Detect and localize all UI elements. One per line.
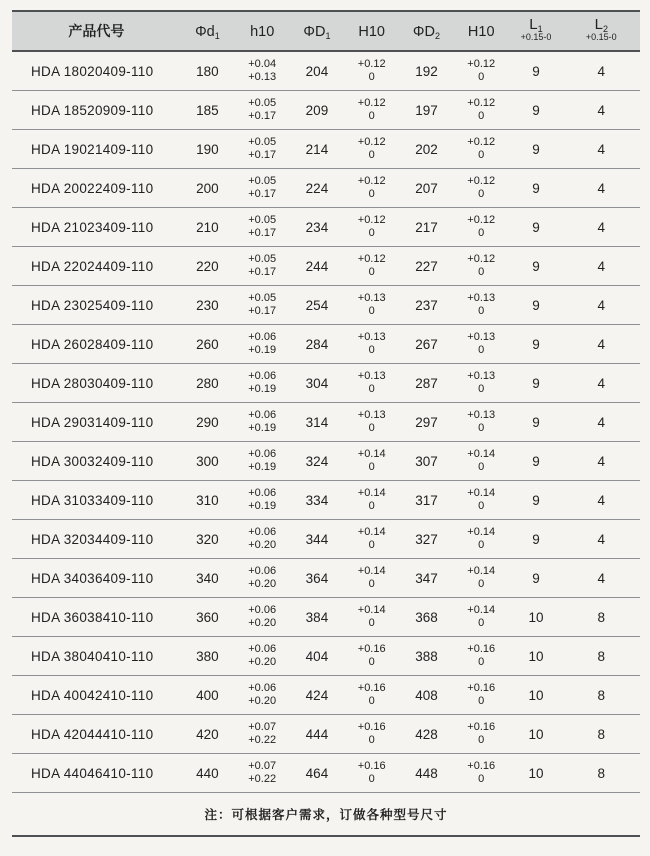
cell-L2: 4 [563,91,640,130]
cell-product-code: HDA 36038410-110 [12,598,181,637]
cell-D2: 237 [400,286,453,325]
cell-d1: 280 [181,364,234,403]
cell-H10-first-tolerance: +0.13 0 [344,364,400,403]
cell-L1: 10 [509,637,562,676]
table-row [12,325,640,364]
cell-D2: 307 [400,442,453,481]
cell-D1: 424 [290,676,343,715]
L2-header: $L_2$ +0.15-0 [585,16,617,42]
cell-H10-first-tolerance: +0.12 0 [344,51,400,91]
cell-L1: 9 [509,286,562,325]
cell-product-code: HDA 40042410-110 [12,676,181,715]
cell-L2: 4 [563,325,640,364]
cell-product-code: HDA 34036409-110 [12,559,181,598]
cell-H10-second-tolerance: +0.14 0 [453,520,509,559]
cell-D2: 192 [400,51,453,91]
table-row [12,559,640,598]
cell-L2: 4 [563,51,640,91]
cell-D1: 284 [290,325,343,364]
cell-D2: 388 [400,637,453,676]
cell-H10-first-tolerance: +0.13 0 [344,325,400,364]
cell-L1: 9 [509,364,562,403]
cell-h10-tolerance: +0.06 +0.19 [234,364,290,403]
cell-d1: 420 [181,715,234,754]
cell-h10-tolerance: +0.05 +0.17 [234,130,290,169]
cell-L1: 9 [509,247,562,286]
cell-D1: 404 [290,637,343,676]
cell-H10-first-tolerance: +0.16 0 [344,715,400,754]
table-row [12,364,640,403]
cell-L2: 8 [563,598,640,637]
cell-h10-tolerance: +0.06 +0.19 [234,442,290,481]
cell-d1: 400 [181,676,234,715]
cell-H10-first-tolerance: +0.13 0 [344,403,400,442]
column-header-L1 [509,11,562,51]
cell-d1: 210 [181,208,234,247]
cell-d1: 380 [181,637,234,676]
cell-D1: 384 [290,598,343,637]
cell-d1: 190 [181,130,234,169]
cell-L2: 4 [563,286,640,325]
cell-d1: 230 [181,286,234,325]
table-row [12,754,640,793]
cell-product-code: HDA 42044410-110 [12,715,181,754]
cell-product-code: HDA 29031409-110 [12,403,181,442]
cell-D1: 444 [290,715,343,754]
table-row [12,130,640,169]
cell-h10-tolerance: +0.05 +0.17 [234,169,290,208]
cell-D1: 224 [290,169,343,208]
table-row [12,442,640,481]
header-row [12,11,640,51]
cell-L2: 4 [563,208,640,247]
cell-H10-second-tolerance: +0.12 0 [453,51,509,91]
cell-H10-second-tolerance: +0.14 0 [453,598,509,637]
cell-L1: 9 [509,520,562,559]
cell-product-code: HDA 31033409-110 [12,481,181,520]
cell-product-code: HDA 30032409-110 [12,442,181,481]
cell-h10-tolerance: +0.06 +0.20 [234,559,290,598]
cell-H10-first-tolerance: +0.12 0 [344,247,400,286]
d1-symbol: $\Phi d_1$ [195,23,220,41]
cell-h10-tolerance: +0.06 +0.19 [234,325,290,364]
cell-h10-tolerance: +0.05 +0.17 [234,208,290,247]
cell-L2: 4 [563,520,640,559]
cell-H10-first-tolerance: +0.12 0 [344,208,400,247]
cell-L2: 4 [563,559,640,598]
cell-h10-tolerance: +0.07 +0.22 [234,715,290,754]
cell-D1: 244 [290,247,343,286]
cell-L2: 4 [563,442,640,481]
cell-L2: 4 [563,403,640,442]
cell-H10-first-tolerance: +0.12 0 [344,130,400,169]
cell-L2: 4 [563,481,640,520]
cell-L2: 4 [563,247,640,286]
cell-D2: 317 [400,481,453,520]
cell-H10-second-tolerance: +0.16 0 [453,715,509,754]
cell-L1: 9 [509,442,562,481]
cell-D1: 314 [290,403,343,442]
H10-first-label: H10 [358,23,385,40]
table-row [12,247,640,286]
cell-product-code: HDA 18520909-110 [12,91,181,130]
cell-D2: 297 [400,403,453,442]
cell-D2: 227 [400,247,453,286]
cell-D1: 364 [290,559,343,598]
spec-table [12,10,640,837]
cell-d1: 260 [181,325,234,364]
cell-L1: 9 [509,559,562,598]
cell-product-code: HDA 23025409-110 [12,286,181,325]
cell-D1: 254 [290,286,343,325]
cell-d1: 185 [181,91,234,130]
table-body [12,51,640,793]
cell-H10-second-tolerance: +0.12 0 [453,169,509,208]
cell-h10-tolerance: +0.06 +0.19 [234,481,290,520]
D1-symbol: $\Phi D_1$ [303,23,331,41]
cell-H10-first-tolerance: +0.12 0 [344,169,400,208]
cell-H10-first-tolerance: +0.16 0 [344,637,400,676]
cell-L1: 10 [509,598,562,637]
cell-D2: 202 [400,130,453,169]
table-row [12,51,640,91]
cell-L1: 9 [509,169,562,208]
table-row [12,208,640,247]
cell-D1: 464 [290,754,343,793]
cell-product-code: HDA 22024409-110 [12,247,181,286]
column-header-h10 [234,11,290,51]
cell-d1: 360 [181,598,234,637]
cell-D2: 327 [400,520,453,559]
column-header-D2 [400,11,453,51]
cell-H10-second-tolerance: +0.12 0 [453,247,509,286]
column-header-H10-second [453,11,509,51]
cell-H10-first-tolerance: +0.16 0 [344,676,400,715]
cell-L2: 4 [563,364,640,403]
note-row [12,793,640,837]
cell-product-code: HDA 21023409-110 [12,208,181,247]
table-row [12,91,640,130]
cell-H10-second-tolerance: +0.13 0 [453,325,509,364]
H10-second-label: H10 [467,23,495,40]
cell-H10-second-tolerance: +0.13 0 [453,286,509,325]
cell-H10-first-tolerance: +0.16 0 [344,754,400,793]
table-row [12,715,640,754]
cell-d1: 180 [181,51,234,91]
cell-D2: 197 [400,91,453,130]
cell-D1: 324 [290,442,343,481]
table-row [12,520,640,559]
cell-L1: 9 [509,130,562,169]
cell-h10-tolerance: +0.05 +0.17 [234,286,290,325]
cell-L1: 9 [509,325,562,364]
table-row [12,481,640,520]
cell-H10-second-tolerance: +0.13 0 [453,403,509,442]
cell-L1: 9 [509,51,562,91]
cell-d1: 200 [181,169,234,208]
cell-product-code: HDA 44046410-110 [12,754,181,793]
cell-L1: 9 [509,403,562,442]
cell-D2: 217 [400,208,453,247]
cell-product-code: HDA 19021409-110 [12,130,181,169]
h10-label: h10 [250,23,275,40]
table-row [12,637,640,676]
cell-L2: 8 [563,715,640,754]
cell-h10-tolerance: +0.04 +0.13 [234,51,290,91]
cell-H10-second-tolerance: +0.12 0 [453,208,509,247]
cell-d1: 220 [181,247,234,286]
cell-product-code: HDA 20022409-110 [12,169,181,208]
cell-h10-tolerance: +0.06 +0.20 [234,598,290,637]
cell-L1: 10 [509,754,562,793]
cell-H10-second-tolerance: +0.12 0 [453,130,509,169]
column-header-L2 [563,11,640,51]
footer-note: 注：可根据客户需求，订做各种型号尺寸 [12,793,640,837]
cell-product-code: HDA 32034409-110 [12,520,181,559]
cell-D2: 428 [400,715,453,754]
D2-symbol: $\Phi D_2$ [412,23,440,41]
L2-tolerance: +0.15-0 [585,32,617,42]
cell-H10-second-tolerance: +0.14 0 [453,442,509,481]
cell-h10-tolerance: +0.07 +0.22 [234,754,290,793]
cell-D2: 287 [400,364,453,403]
cell-D1: 304 [290,364,343,403]
cell-D2: 408 [400,676,453,715]
table-row [12,676,640,715]
cell-h10-tolerance: +0.06 +0.20 [234,520,290,559]
cell-D2: 368 [400,598,453,637]
cell-H10-first-tolerance: +0.14 0 [344,559,400,598]
cell-D1: 209 [290,91,343,130]
cell-h10-tolerance: +0.06 +0.20 [234,637,290,676]
cell-H10-second-tolerance: +0.14 0 [453,481,509,520]
cell-H10-second-tolerance: +0.16 0 [453,754,509,793]
cell-L2: 8 [563,676,640,715]
cell-H10-second-tolerance: +0.16 0 [453,676,509,715]
cell-product-code: HDA 18020409-110 [12,51,181,91]
cell-D1: 334 [290,481,343,520]
column-header-product-code [12,11,181,51]
cell-d1: 340 [181,559,234,598]
cell-d1: 300 [181,442,234,481]
cell-L2: 8 [563,754,640,793]
table-row [12,286,640,325]
cell-h10-tolerance: +0.06 +0.20 [234,676,290,715]
cell-H10-first-tolerance: +0.14 0 [344,442,400,481]
cell-H10-first-tolerance: +0.13 0 [344,286,400,325]
cell-D1: 214 [290,130,343,169]
cell-L2: 8 [563,637,640,676]
column-header-d1 [181,11,234,51]
product-code-header-label: 产品代号 [68,23,125,39]
table-row [12,598,640,637]
cell-L1: 10 [509,676,562,715]
cell-D2: 448 [400,754,453,793]
cell-D2: 207 [400,169,453,208]
cell-D1: 204 [290,51,343,91]
cell-D1: 234 [290,208,343,247]
cell-L2: 4 [563,130,640,169]
cell-d1: 310 [181,481,234,520]
cell-h10-tolerance: +0.05 +0.17 [234,247,290,286]
column-header-H10-first [344,11,400,51]
table-row [12,403,640,442]
cell-L1: 9 [509,481,562,520]
cell-H10-first-tolerance: +0.12 0 [344,91,400,130]
cell-d1: 440 [181,754,234,793]
cell-H10-first-tolerance: +0.14 0 [344,598,400,637]
cell-d1: 290 [181,403,234,442]
cell-product-code: HDA 26028409-110 [12,325,181,364]
table-header [12,11,640,51]
cell-H10-first-tolerance: +0.14 0 [344,481,400,520]
cell-H10-second-tolerance: +0.12 0 [453,91,509,130]
cell-product-code: HDA 38040410-110 [12,637,181,676]
cell-h10-tolerance: +0.06 +0.19 [234,403,290,442]
cell-H10-second-tolerance: +0.14 0 [453,559,509,598]
cell-h10-tolerance: +0.05 +0.17 [234,91,290,130]
cell-H10-second-tolerance: +0.13 0 [453,364,509,403]
cell-product-code: HDA 28030409-110 [12,364,181,403]
cell-L1: 9 [509,91,562,130]
table-row [12,169,640,208]
cell-D2: 267 [400,325,453,364]
cell-L1: 10 [509,715,562,754]
cell-d1: 320 [181,520,234,559]
cell-H10-first-tolerance: +0.14 0 [344,520,400,559]
cell-H10-second-tolerance: +0.16 0 [453,637,509,676]
cell-D2: 347 [400,559,453,598]
L1-tolerance: +0.15-0 [520,32,552,42]
cell-L1: 9 [509,208,562,247]
cell-D1: 344 [290,520,343,559]
L1-header: $L_1$ +0.15-0 [520,16,552,42]
column-header-D1 [290,11,343,51]
cell-L2: 4 [563,169,640,208]
